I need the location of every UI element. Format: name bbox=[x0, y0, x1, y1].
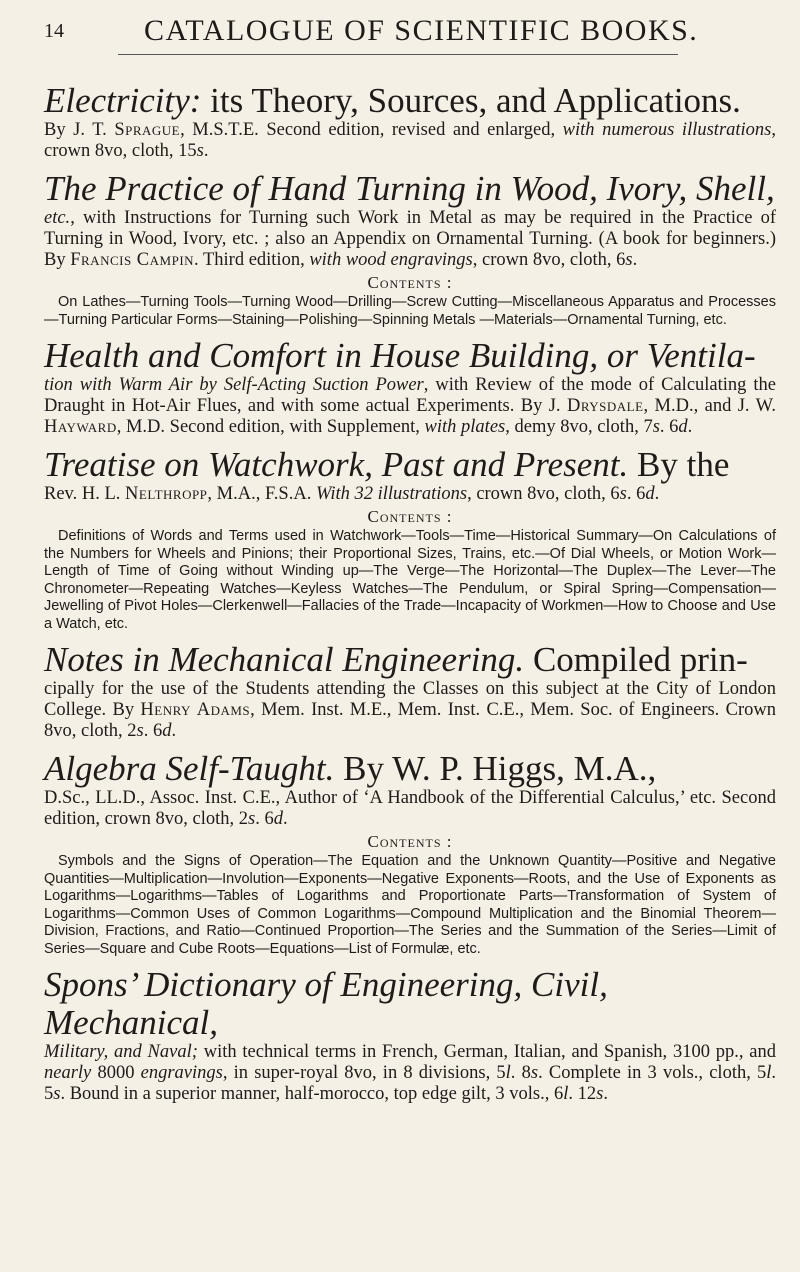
entry-title-rest: By W. P. Higgs, M.A., bbox=[334, 749, 657, 788]
description-text: . 5 bbox=[44, 1063, 777, 1104]
author-name: Francis Campin bbox=[70, 250, 195, 270]
entry-description bbox=[44, 208, 776, 271]
description-text: , with Instructions for Turning such Work in Metal as may be required in the Practice of Turning in Wood, Ivory, etc. ; also an Appendix on Ornamental Turning. (A book for beginners.) By bbox=[44, 208, 776, 270]
catalogue-entry bbox=[44, 82, 776, 170]
description-text: d bbox=[273, 809, 283, 829]
contents-list: Definitions of Words and Terms used in Watchwork—Tools—Time—Historical Summary—On Calculations of the Numbers for Wheels and Pinions; their Proportional Sizes, Trains, etc.—Of Dial Wheels, or Motion Work—Length of Time of Going without Winding up—The Verge—The Horizontal—The Duplex—The Lever—The Chronometer—Repeating Watches—Keyless Watches—The Pendulum, or Spiral Spring—Compensation—Jewelling of Pivot Holes—Clerkenwell—Fallacies of the Trade—Incapacity of Workmen—How to Choose and Use a Watch, etc. bbox=[44, 528, 776, 632]
catalogue-entry bbox=[44, 170, 776, 337]
entry-title-italic: Electricity: bbox=[44, 81, 202, 120]
description-text: , in super-royal 8vo, in 8 divisions, 5 bbox=[222, 1063, 506, 1083]
description-text: s bbox=[196, 141, 204, 161]
description-text: Rev. H. L. bbox=[44, 484, 126, 504]
description-text: s bbox=[619, 484, 627, 504]
entry-title bbox=[44, 337, 776, 375]
description-text: d bbox=[678, 417, 688, 437]
entry-title bbox=[44, 966, 776, 1042]
description-text: s bbox=[596, 1084, 604, 1104]
description-text: l bbox=[505, 1063, 511, 1083]
description-text: with plates bbox=[424, 417, 506, 437]
description-text: s bbox=[136, 721, 144, 741]
description-text: . Complete in 3 vols., cloth, 5 bbox=[538, 1063, 767, 1083]
entry-title-italic: Algebra Self-Taught. bbox=[44, 749, 335, 788]
description-text: With 32 illustrations bbox=[315, 484, 468, 504]
description-text: s bbox=[530, 1063, 539, 1083]
description-text: s bbox=[53, 1084, 61, 1104]
description-text: . 12 bbox=[568, 1084, 597, 1104]
description-text: . Third edition, bbox=[194, 250, 310, 270]
catalogue-entry bbox=[44, 337, 776, 446]
entry-title bbox=[44, 446, 776, 484]
description-text: , M.D., and J. W. bbox=[643, 396, 777, 416]
contents-list: On Lathes—Turning Tools—Turning Wood—Drilling—Screw Cutting—Miscellaneous Apparatus and Processes—Turning Particular Forms—Staining—Polishing—Spinning Metals —Materials—Ornamental Turning, etc. bbox=[44, 294, 776, 328]
contents-heading: Contents : bbox=[367, 507, 453, 526]
description-text: . bbox=[687, 417, 693, 437]
entry-spacer bbox=[44, 1105, 776, 1113]
catalogue-entry bbox=[44, 966, 776, 1113]
entry-description bbox=[44, 1042, 776, 1105]
entry-title-italic: The Practice of Hand Turning in Wood, Ivory, Shell, bbox=[44, 169, 775, 208]
author-name: Sprague bbox=[114, 120, 181, 140]
entry-title bbox=[44, 750, 776, 788]
catalogue-entry bbox=[44, 446, 776, 641]
description-text: s bbox=[625, 250, 633, 270]
catalogue-entries bbox=[44, 82, 776, 1113]
description-text: , M.D. Second edition, with Supplement, bbox=[116, 417, 425, 437]
description-text: . bbox=[171, 721, 177, 741]
entry-title-rest: its Theory, Sources, and Applications. bbox=[201, 81, 741, 120]
description-text: 8000 bbox=[91, 1063, 141, 1083]
entry-description bbox=[44, 375, 776, 438]
description-text: d bbox=[162, 721, 172, 741]
entry-title-rest: By the bbox=[628, 445, 730, 484]
contents-heading: Contents : bbox=[367, 832, 453, 851]
description-text: . bbox=[654, 484, 660, 504]
entry-description bbox=[44, 120, 776, 162]
description-text: . 6 bbox=[626, 484, 646, 504]
entry-description bbox=[44, 788, 776, 830]
entry-title-italic: Health and Comfort in House Building, or Ventila- bbox=[44, 336, 756, 375]
description-text: . bbox=[603, 1084, 608, 1104]
description-text: , M.A., F.S.A. bbox=[207, 484, 316, 504]
description-text: , with Review of the mode of Calculating the Draught in Hot-Air Flues, and with some actual Experiments. By J. bbox=[44, 375, 776, 416]
description-text: . bbox=[203, 141, 209, 161]
author-name: Nelthropp bbox=[125, 484, 208, 504]
catalogue-entry bbox=[44, 750, 776, 966]
catalogue-entry bbox=[44, 641, 776, 750]
author-name: Hayward bbox=[44, 417, 117, 437]
author-name: Drysdale bbox=[566, 396, 644, 416]
running-title: CATALOGUE OF SCIENTIFIC BOOKS. bbox=[144, 14, 699, 47]
description-text: l bbox=[766, 1063, 772, 1083]
description-text: Military, and Naval; bbox=[44, 1042, 198, 1062]
description-text: . bbox=[282, 809, 288, 829]
description-text: l bbox=[563, 1084, 569, 1104]
description-text: s bbox=[247, 809, 256, 829]
header-rule bbox=[118, 54, 678, 55]
entry-description bbox=[44, 679, 776, 742]
description-text: . 6 bbox=[143, 721, 163, 741]
description-text: nearly bbox=[44, 1063, 92, 1083]
description-text: etc. bbox=[44, 208, 71, 228]
entry-title-italic: Spons’ Dictionary of Engineering, Civil, Mechanical, bbox=[44, 965, 608, 1042]
page-number: 14 bbox=[44, 20, 64, 42]
description-text: . 6 bbox=[255, 809, 274, 829]
description-text: engravings bbox=[140, 1063, 223, 1083]
entry-title-italic: Notes in Mechanical Engineering. bbox=[44, 640, 525, 679]
description-text: D.Sc., LL.D., Assoc. Inst. C.E., Author of ‘A Handbook of the Differential Calculus,’ etc. Second edition, crown 8vo, cloth, 2 bbox=[44, 788, 776, 829]
description-text: . 8 bbox=[510, 1063, 531, 1083]
contents-heading: Contents : bbox=[367, 273, 453, 292]
entry-title bbox=[44, 82, 776, 120]
description-text: s bbox=[652, 417, 660, 437]
description-text: , Mem. Inst. M.E., Mem. Inst. C.E., Mem. Soc. of Engineers. Crown 8vo, cloth, 2 bbox=[44, 700, 776, 741]
page-header bbox=[44, 8, 734, 48]
description-text: , crown 8vo, cloth, 6 bbox=[472, 250, 626, 270]
description-text: tion with Warm Air by Self-Acting Suction Power bbox=[44, 375, 424, 395]
description-text: , crown 8vo, cloth, 6 bbox=[467, 484, 620, 504]
entry-title bbox=[44, 170, 776, 208]
entry-title-italic: Treatise on Watchwork, Past and Present. bbox=[44, 445, 629, 484]
entry-description bbox=[44, 484, 776, 505]
entry-title bbox=[44, 641, 776, 679]
description-text: . Bound in a superior manner, half-morocco, top edge gilt, 3 vols., 6 bbox=[60, 1084, 564, 1104]
description-text: with numerous illustrations bbox=[562, 120, 772, 140]
entry-title-rest: Compiled prin- bbox=[524, 640, 748, 679]
description-text: , M.S.T.E. Second edition, revised and enlarged, bbox=[180, 120, 563, 140]
description-text: . 6 bbox=[659, 417, 679, 437]
description-text: with wood engravings bbox=[309, 250, 473, 270]
description-text: with technical terms in French, German, Italian, and Spanish, 3100 pp., and bbox=[197, 1042, 776, 1062]
contents-list: Symbols and the Signs of Operation—The Equation and the Unknown Quantity—Positive and Negative Quantities—Multiplication—Involution—Exponents—Negative Exponents—Roots, and the Use of Exponents as Logarithms—Logarithms—Tables of Logarithms and Proportionate Parts—Transformation of System of Logarithms—Common Uses of Common Logarithms—Compound Multiplication and the Binomial Theorem—Division, Fractions, and Ratio—Continued Proportion—The Series and the Summation of the Series—Limit of Series—Square and Cube Roots—Equations—List of Formulæ, etc. bbox=[44, 853, 776, 957]
description-text: By J. T. bbox=[44, 120, 115, 140]
description-text: cipally for the use of the Students attending the Classes on this subject at the City of London College. By bbox=[44, 679, 776, 720]
description-text: , demy 8vo, cloth, 7 bbox=[505, 417, 653, 437]
description-text: , crown 8vo, cloth, 15 bbox=[44, 120, 776, 161]
author-name: Henry Adams bbox=[140, 700, 251, 720]
description-text: d bbox=[645, 484, 655, 504]
description-text: . bbox=[632, 250, 638, 270]
